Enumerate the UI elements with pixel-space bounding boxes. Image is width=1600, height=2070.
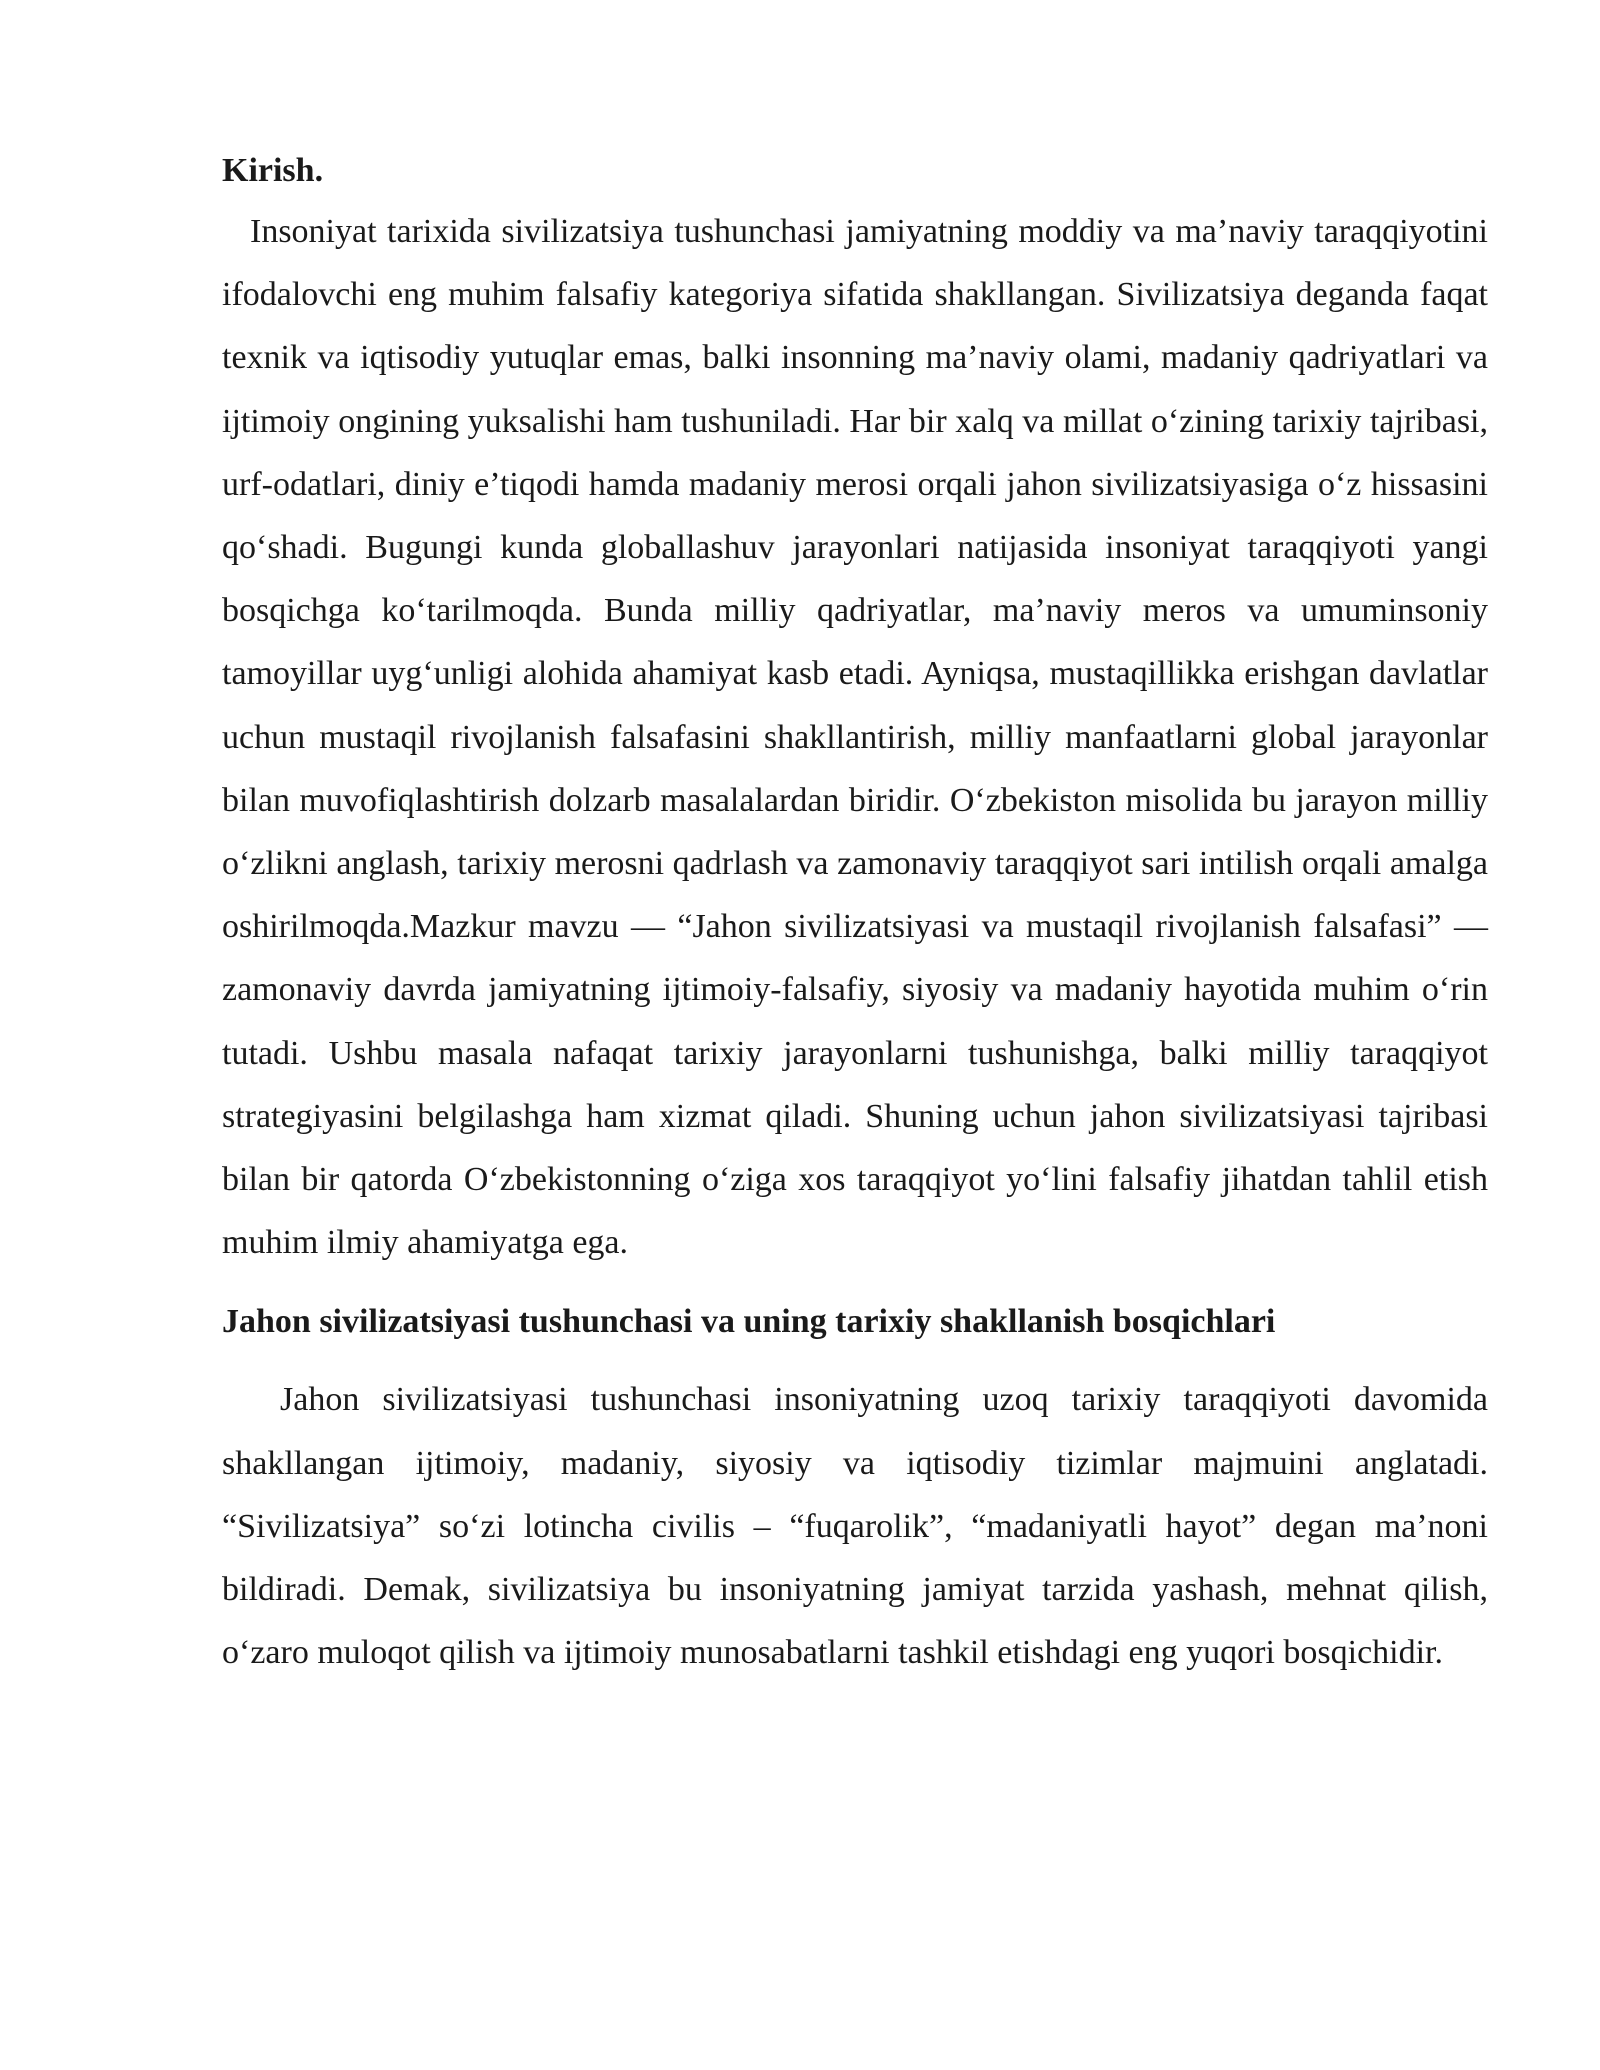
intro-paragraph: Insoniyat tarixida sivilizatsiya tushunchasi jamiyatning moddiy va ma’naviy taraqqiyotini ifodalovchi eng muhim falsafiy kategoriya sifatida shakllangan. Sivilizatsiya deganda faqat texnik va iqtisodiy yutuqlar emas, balki insonning ma’naviy olami, madaniy qadriyatlari va ijtimoiy ongining yuksalishi ham tushuniladi. Har bir xalq va millat o‘zining tarixiy tajribasi, urf-odatlari, diniy e’tiqodi hamda madaniy merosi orqali jahon sivilizatsiyasiga o‘z hissasini qo‘shadi. Bugungi kunda globallashuv jarayonlari natijasida insoniyat taraqqiyoti yangi bosqichga ko‘tarilmoqda. Bunda milliy qadriyatlar, ma’naviy meros va umuminsoniy tamoyillar uyg‘unligi alohida ahamiyat kasb etadi. Ayniqsa, mustaqillikka erishgan davlatlar uchun mustaqil rivojlanish falsafasini shakllantirish, milliy manfaatlarni global jarayonlar bilan muvofiqlashtirish dolzarb masalalardan biridir. O‘zbekiston misolida bu jarayon milliy o‘zlikni anglash, tarixiy merosni qadrlash va zamonaviy taraqqiyot sari intilish orqali amalga oshirilmoqda.Mazkur mavzu — “Jahon sivilizatsiyasi va mustaqil rivojlanish falsafasi” — zamonaviy davrda jamiyatning ijtimoiy-falsafiy, siyosiy va madaniy hayotida muhim o‘rin tutadi. Ushbu masala nafaqat tarixiy jarayonlarni tushunishga, balki milliy taraqqiyot strategiyasini belgilashga ham xizmat qiladi. Shuning uchun jahon sivilizatsiyasi tajribasi bilan bir qatorda O‘zbekistonning o‘ziga xos taraqqiyot yo‘lini falsafiy jihatdan tahlil etish muhim ilmiy ahamiyatga ega. — [222, 213, 1488, 1262]
section-heading: Jahon sivilizatsiyasi tushunchasi va uning tarixiy shakllanish bosqichlari — [222, 1303, 1276, 1341]
section-paragraph: Jahon sivilizatsiyasi tushunchasi insoniyatning uzoq tarixiy taraqqiyoti davomida shakllangan ijtimoiy, madaniy, siyosiy va iqtisodiy tizimlar majmuini anglatadi. “Sivilizatsiya” so‘zi lotincha civilis – “fuqarolik”, “madaniyatli hayot” degan ma’noni bildiradi. Demak, sivilizatsiya bu insoniyatning jamiyat tarzida yashash, mehnat qilish, o‘zaro muloqot qilish va ijtimoiy munosabatlarni tashkil etishdagi eng yuqori bosqichidir. — [222, 1381, 1488, 1672]
intro-heading: Kirish. — [222, 152, 324, 189]
document-page — [222, 145, 1488, 1684]
